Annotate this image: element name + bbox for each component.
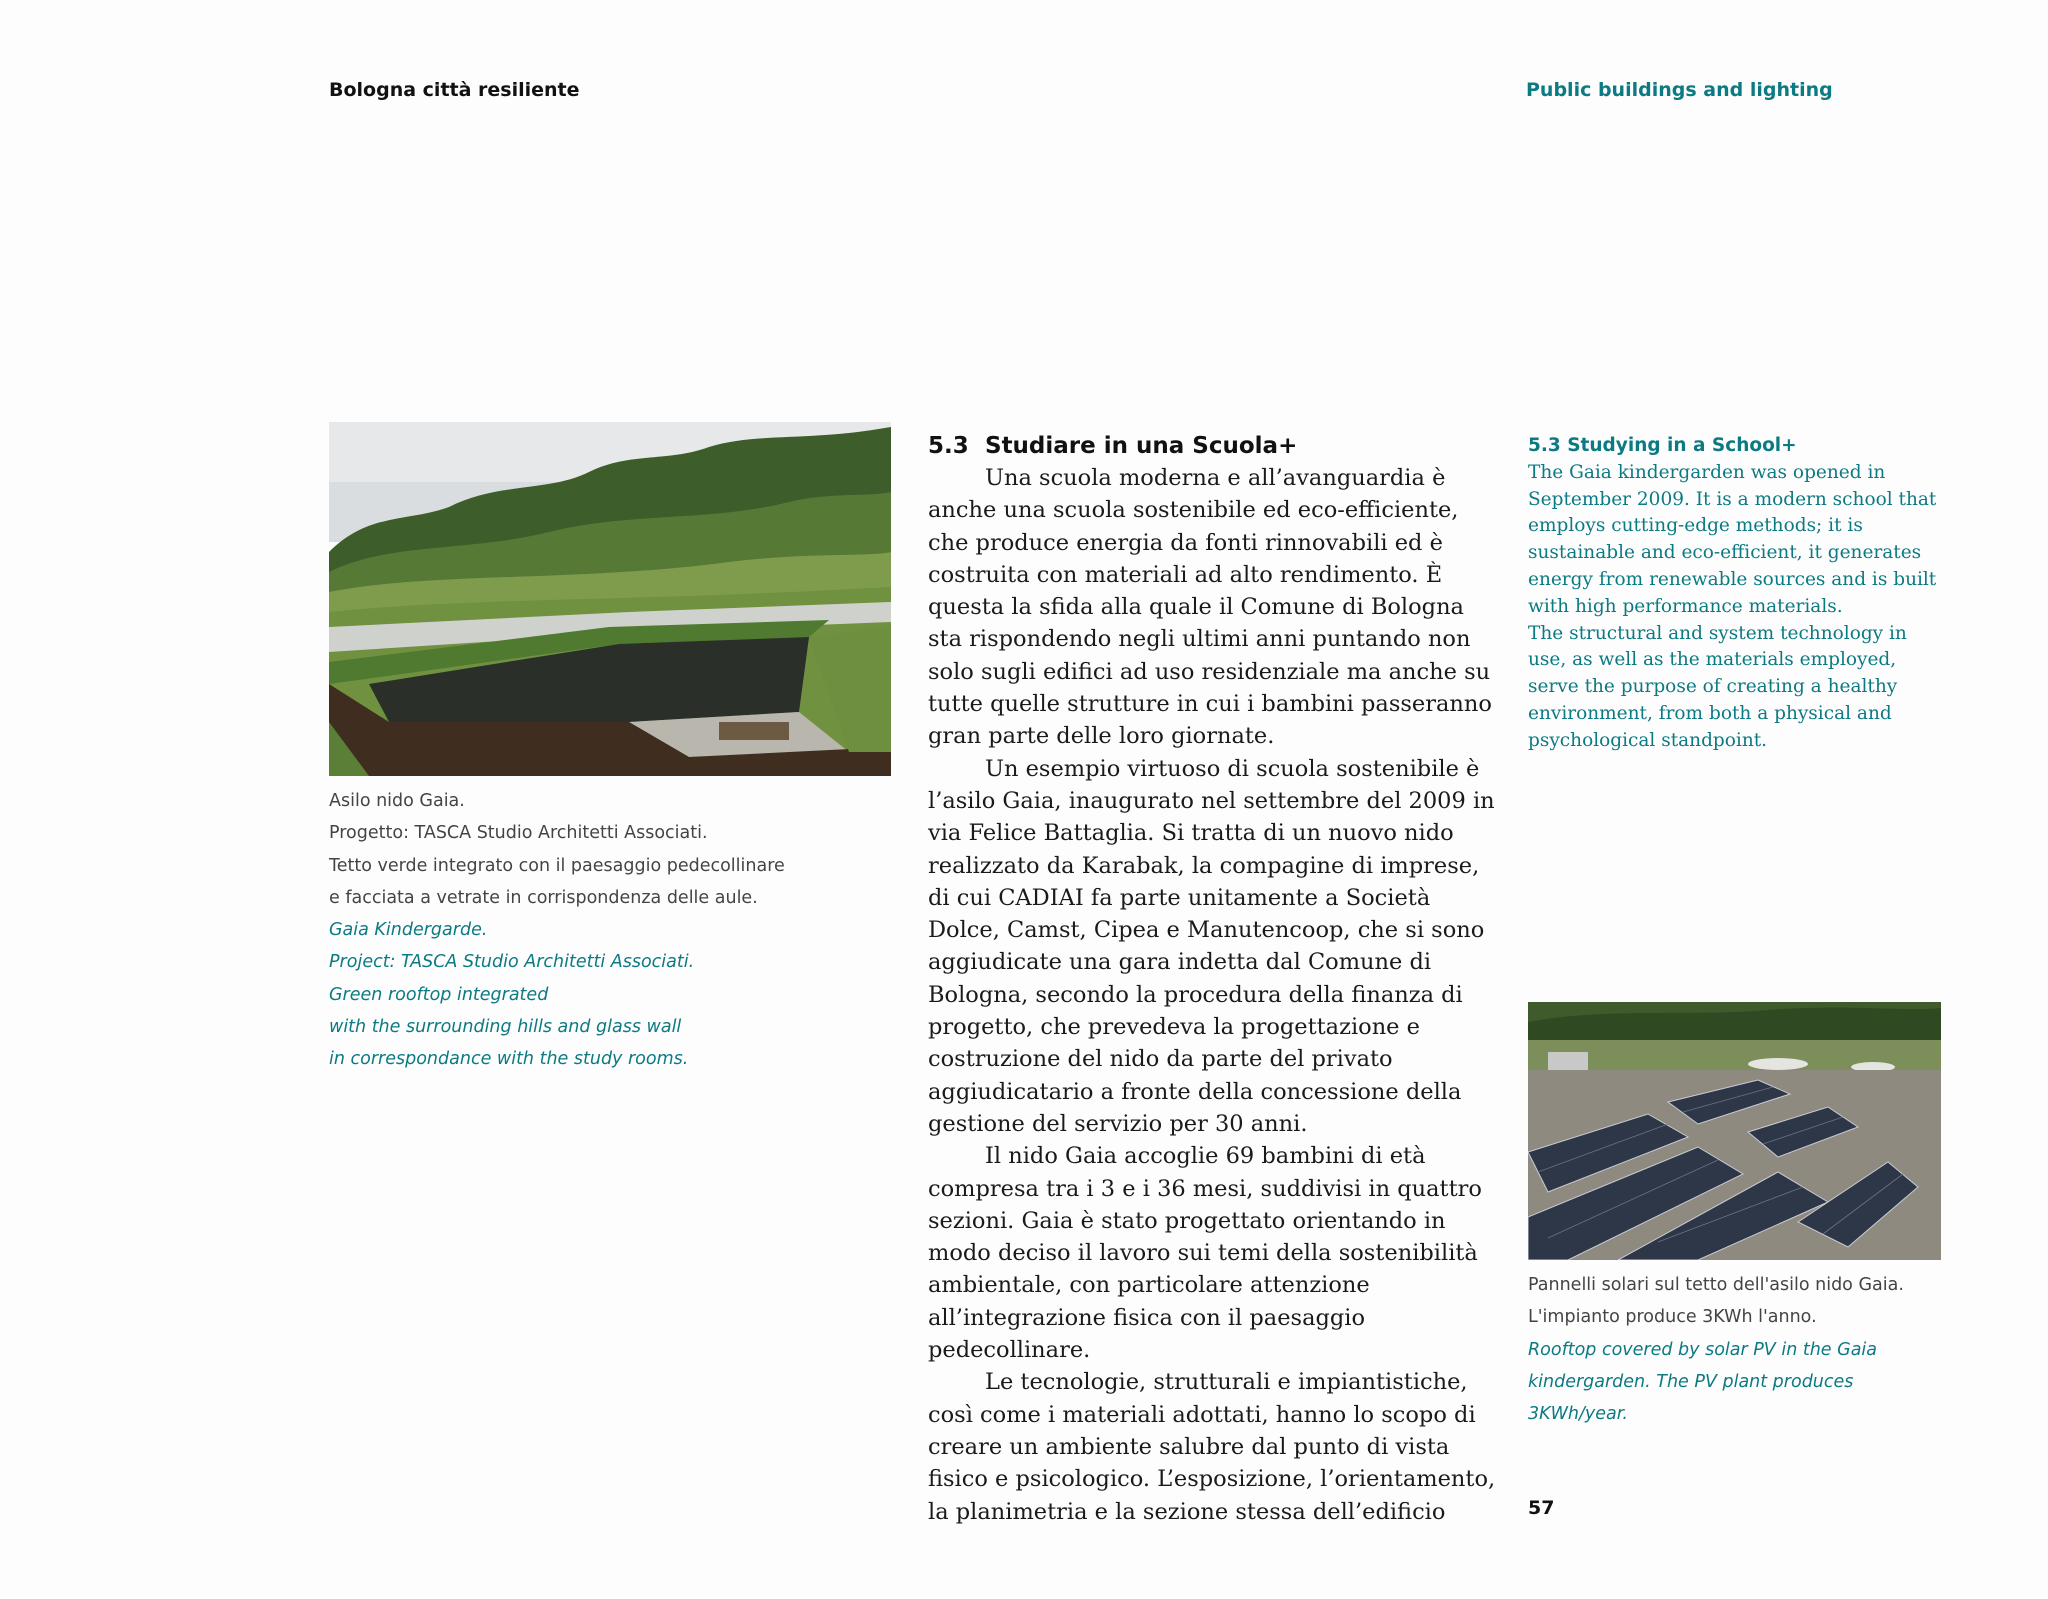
running-head-title: Bologna città resiliente: [329, 79, 580, 101]
caption-line: e facciata a vetrate in corrispondenza delle aule.: [329, 887, 758, 908]
caption-line-en: 3KWh/year.: [1528, 1404, 1628, 1425]
summary-heading: 5.3 Studying in a School+: [1528, 435, 1797, 456]
caption-line-en: in correspondance with the study rooms.: [329, 1049, 689, 1070]
caption-line: L'impianto produce 3KWh l'anno.: [1528, 1307, 1817, 1328]
figure-caption-left: [329, 785, 889, 1076]
body-paragraph: Una scuola moderna e all’avanguardia è anche una scuola sostenibile ed eco-efficiente, che produce energia da fonti rinnovabili ed è costruita con materiali ad alto rendimento. È questa la sfida alla quale il Comune di Bologna sta rispondendo negli ultimi anni puntando non solo sugli edifici ad uso residenziale ma anche su tutte quelle strutture in cui i bambini passeranno gran parte delle loro giornate.: [928, 465, 1492, 750]
caption-line-en: kindergarden. The PV plant produces: [1528, 1371, 1854, 1392]
caption-line: Progetto: TASCA Studio Architetti Associati.: [329, 823, 708, 844]
body-paragraph: Un esempio virtuoso di scuola sostenibile è l’asilo Gaia, inaugurato nel settembre del 2009 in via Felice Battaglia. Si tratta di un nuovo nido realizzato da Karabak, la compagine di imprese, di cui CADIAI fa parte unitamente a Società Dolce, Camst, Cipea e Manutencoop, che si sono aggiudicate una gara indetta dal Comune di Bologna, secondo la procedura della finanza di progetto, che prevedeva la progettazione e costruzione del nido da parte del privato aggiudicatario a fronte della concessione della gestione del servizio per 30 anni.: [928, 755, 1495, 1137]
body-paragraph: Le tecnologie, strutturali e impiantistiche, così come i materiali adottati, hanno lo scopo di creare un ambiente salubre dal punto di vista fisico e psicologico. L’esposizione, l’orientamento, la planimetria e la sezione stessa dell’edificio: [928, 1369, 1496, 1525]
caption-line: Tetto verde integrato con il paesaggio pedecollinare: [329, 855, 785, 876]
kindergarten-photo: [329, 422, 891, 776]
caption-line: Asilo nido Gaia.: [329, 791, 465, 811]
english-summary-column: [1528, 433, 1948, 755]
summary-paragraph: The structural and system technology in use, as well as the materials employed, serve the purpose of creating a healthy environment, from both a physical and psychological standpoint.: [1528, 622, 1907, 751]
section-heading: [928, 430, 1498, 462]
section-title: Studiare in una Scuola+: [985, 433, 1298, 459]
caption-line-en: Rooftop covered by solar PV in the Gaia: [1528, 1339, 1878, 1360]
caption-line-en: Green rooftop integrated: [329, 984, 549, 1005]
caption-line-en: with the surrounding hills and glass wall: [329, 1017, 682, 1038]
main-text-column: [928, 430, 1498, 1528]
caption-line-en: Project: TASCA Studio Architetti Associati.: [329, 952, 695, 973]
solar-panels-photo: [1528, 1002, 1941, 1260]
caption-line-en: Gaia Kindergarde.: [329, 920, 488, 941]
running-head-section: Public buildings and lighting: [1526, 79, 1833, 101]
summary-paragraph: The Gaia kindergarden was opened in September 2009. It is a modern school that employs cutting-edge methods; it is sustainable and eco-efficient, it generates energy from renewable sources and is built with high performance materials.: [1528, 461, 1937, 617]
body-paragraph: Il nido Gaia accoglie 69 bambini di età compresa tra i 3 e i 36 mesi, suddivisi in quattro sezioni. Gaia è stato progettato orientando in modo deciso il lavoro sui temi della sostenibilità ambientale, con particolare attenzione all’integrazione fisica con il paesaggio pedecollinare.: [928, 1143, 1482, 1364]
caption-line: Pannelli solari sul tetto dell'asilo nido Gaia.: [1528, 1275, 1904, 1295]
page-number: 57: [1528, 1497, 1555, 1519]
figure-caption-right: [1528, 1269, 1948, 1430]
section-number: 5.3: [928, 433, 969, 459]
